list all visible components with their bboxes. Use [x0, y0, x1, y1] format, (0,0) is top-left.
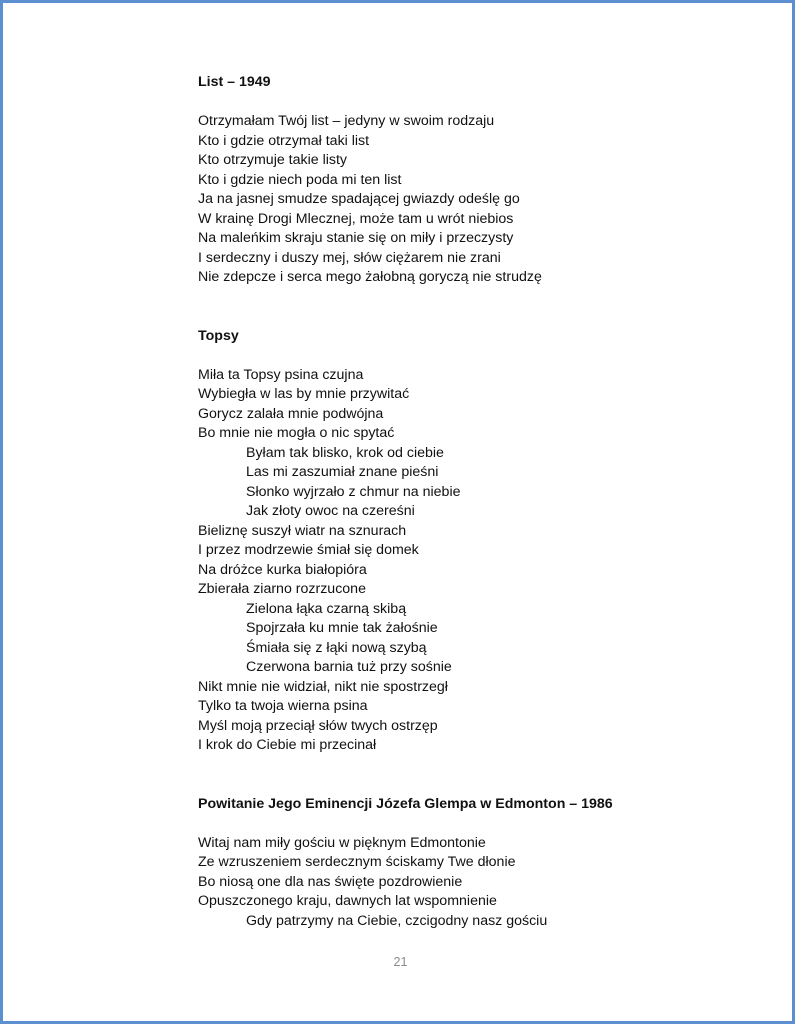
- poem-line: Śmiała się z łąki nową szybą: [246, 639, 427, 656]
- poem-section: [198, 73, 758, 288]
- poem-line: Kto i gdzie niech poda mi ten list: [198, 171, 402, 188]
- poem-line: Na maleńkim skraju stanie się on miły i przeczysty: [198, 230, 514, 246]
- poem-line: Byłam tak blisko, krok od ciebie: [246, 444, 444, 461]
- poem-line: Ze wzruszeniem serdecznym ściskamy Twe dłonie: [198, 854, 516, 870]
- poem-line: Zielona łąka czarną skibą: [246, 600, 407, 617]
- section-gap: [198, 288, 758, 327]
- poem-line: Witaj nam miły gościu w pięknym Edmontonie: [198, 834, 486, 851]
- poem-title: Powitanie Jego Eminencji Józefa Glempa w Edmonton – 1986: [198, 795, 613, 812]
- poem-line: Bieliznę suszył wiatr na sznurach: [198, 522, 407, 539]
- poem-section: [198, 795, 758, 932]
- poem-line: Zbierała ziarno rozrzucone: [198, 581, 366, 597]
- poem-line: I przez modrzewie śmiał się domek: [198, 542, 419, 558]
- poem-line: W krainę Drogi Mlecznej, może tam u wrót niebios: [198, 210, 514, 227]
- poem-line: I krok do Ciebie mi przecinał: [198, 737, 377, 753]
- poem-line: Bo mnie nie mogła o nic spytać: [198, 425, 395, 441]
- poem-line: Jak złoty owoc na czereśni: [246, 503, 415, 519]
- poem-line: Nie zdepcze i serca mego żałobną goryczą nie strudzę: [198, 269, 542, 285]
- poem-line: Las mi zaszumiał znane pieśni: [246, 464, 439, 480]
- poem-line: Słonko wyjrzało z chmur na niebie: [246, 483, 461, 500]
- poem-title: List – 1949: [198, 74, 271, 90]
- poem-line: Miła ta Topsy psina czujna: [198, 366, 364, 383]
- poem-line: Ja na jasnej smudze spadającej gwiazdy odeślę go: [198, 191, 520, 207]
- poem-line: Kto i gdzie otrzymał taki list: [198, 132, 370, 149]
- section-gap: [198, 756, 758, 795]
- poem-line: Tylko ta twoja wierna psina: [198, 698, 368, 714]
- poem-title: Topsy: [198, 327, 239, 344]
- poem-line: Kto otrzymuje takie listy: [198, 152, 348, 168]
- poem-line: Gorycz zalała mnie podwójna: [198, 405, 384, 422]
- poem-line: Opuszczonego kraju, dawnych lat wspomnienie: [198, 893, 497, 909]
- page-content: [198, 73, 758, 931]
- poem-line: Czerwona barnia tuż przy sośnie: [246, 659, 452, 675]
- poem-line: Otrzymałam Twój list – jedyny w swoim rodzaju: [198, 113, 495, 129]
- poem-line: Gdy patrzymy na Ciebie, czcigodny nasz gościu: [246, 912, 548, 929]
- poem-line: Nikt mnie nie widział, nikt nie spostrzegł: [198, 678, 448, 695]
- poem-line: Wybiegła w las by mnie przywitać: [198, 386, 410, 402]
- poem-line: Na dróżce kurka białopióra: [198, 561, 367, 578]
- page-number: 21: [393, 955, 408, 969]
- poem-line: Myśl moją przeciął słów twych ostrzęp: [198, 717, 438, 734]
- poem-line: Bo niosą one dla nas święte pozdrowienie: [198, 873, 463, 890]
- poem-line: I serdeczny i duszy mej, słów ciężarem nie zrani: [198, 249, 501, 266]
- poem-section: [198, 327, 758, 756]
- poem-line: Spojrzała ku mnie tak żałośnie: [246, 620, 438, 636]
